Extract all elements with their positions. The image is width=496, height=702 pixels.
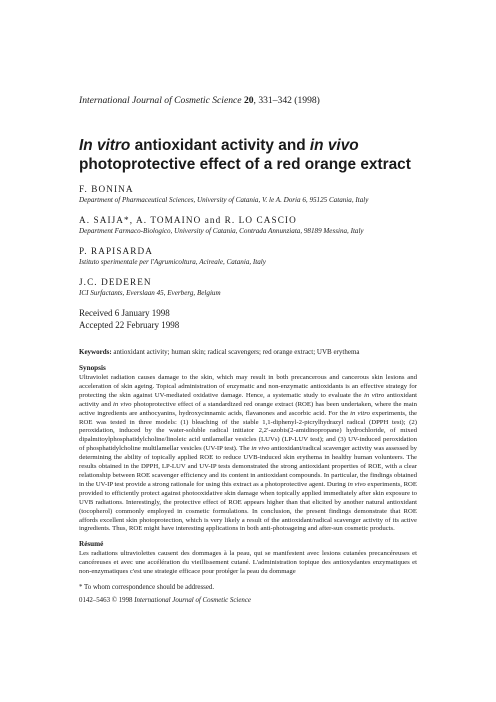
journal-pages: , 331–342 (1998) — [253, 95, 320, 106]
copyright-prefix: 0142–5463 © 1998 — [79, 597, 135, 605]
keywords-text: antioxidant activity; human skin; radical scavengers; red orange extract; UVB erythema — [111, 348, 360, 356]
resume-heading: Résumé — [79, 540, 104, 549]
article-title — [79, 136, 417, 174]
accepted-date: Accepted 22 February 1998 — [79, 319, 180, 330]
copyright-journal: International Journal of Cosmetic Science — [134, 597, 251, 605]
correspondence-footnote: * To whom correspondence should be addressed. — [79, 584, 215, 592]
author-line-1: F. BONINA — [79, 184, 134, 194]
synopsis-text: Ultraviolet radiation causes damage to the skin, which may result in both precancerous and cancerous skin lesions and acceleration of skin ageing. Topical administration of enzymatic and non-enzymatic antioxidants is an effective strategy for protecting the skin against UV-mediated oxidative damage. Hence, a systematic study to evaluate the in vitro antioxidant activity and in vivo photoprotective effect of a standardized red orange extract (ROE) has been undertaken, where the main active ingredients are anthocyanins, hydroxycinnamic acids, flavanones and ascorbic acid. For the in vitro experiments, the ROE was tested in three models: (1) bleaching of the stable 1,1-diphenyl-2-picrylhydrazyl radical (DPPH test); (2) peroxidation, induced by the water-soluble radical initiator 2,2′-azobis(2-amidinopropane) hydrochloride, of mixed dipalmitoylphosphatidylcholine/linoleic acid unilamellar vesicles (LUVs) (LP-LUV test); and (3) UV-induced peroxidation of phosphatidylcholine multilamellar vesicles (UV-IP test). The in vivo antioxidant/radical scavenger activity was assessed by determining the ability of topically applied ROE to reduce UVB-induced skin erythema in healthy human volunteers. The results obtained in the DPPH, LP-LUV and UV-IP tests demonstrated the strong antioxidant properties of ROE, with a clear relationship between ROE scavenger efficiency and its content in antioxidant compounds. In particular, the findings obtained in the UV-IP test provide a strong rationale for using this extract as a photoprotective agent. During in vivo experiments, ROE provided to efficiently protect against photooxidative skin damage when topically applied immediately after skin exposure to UVB radiations. Interestingly, the protective effect of ROE appears higher than that elicited by another natural antioxidant (tocopherol) commonly employed in cosmetic formulations. In conclusion, the present findings demonstrate that ROE affords excellent skin photoprotection, which is very likely a result of the antioxidant/radical scavenger activity of its active ingredients. Thus, ROE might have interesting applications in both anti-photoageing and after-sun cosmetic products. — [79, 374, 418, 533]
keywords-label: Keywords: — [79, 348, 112, 356]
journal-volume: 20 — [243, 95, 254, 106]
submission-dates — [79, 308, 417, 331]
received-date: Received 6 January 1998 — [79, 308, 170, 318]
article-first-page — [79, 95, 417, 605]
affiliation-2: Department Farmaco-Biologico, University of Catania, Contrada Annunziata, 98189 Messina, Italy — [79, 227, 364, 235]
keywords — [79, 348, 417, 357]
resume-text: Les radiations ultraviolettes causent des dommages à la peau, qui se manifestent avec lesions cutanées precancéreuses et cancéreuses et avec une accélération du vieillissement cutané. L'administration topique des antioxydantes enzymatiques et non-enzymatiques c'est une strategie efficace pour protéger la peau du dommage — [79, 550, 417, 576]
author-line-4: J.C. DEDEREN — [79, 277, 152, 287]
copyright-line — [79, 596, 417, 605]
synopsis-heading: Synopsis — [79, 364, 106, 372]
author-line-3: P. RAPISARDA — [79, 246, 153, 256]
journal-citation — [79, 95, 417, 106]
title-part-2: antioxidant activity and — [130, 137, 310, 154]
title-part-3: in vivo — [309, 137, 359, 154]
affiliation-4: ICI Surfactants, Everslaan 45, Everberg, Belgium — [79, 289, 221, 297]
title-part-4: photoprotective effect of a red orange extract — [79, 156, 411, 173]
author-line-2: A. SAIJA*, A. TOMAINO and R. LO CASCIO — [79, 215, 297, 225]
title-part-1: In vitro — [79, 137, 131, 154]
affiliation-1: Department of Pharmaceutical Sciences, University of Catania, V. le A. Doria 6, 95125 Catania, Italy — [79, 196, 369, 204]
affiliation-3: Istituto sperimentale per l'Agrumicoltura, Acireale, Catania, Italy — [79, 258, 266, 266]
journal-name: International Journal of Cosmetic Science — [79, 95, 242, 106]
